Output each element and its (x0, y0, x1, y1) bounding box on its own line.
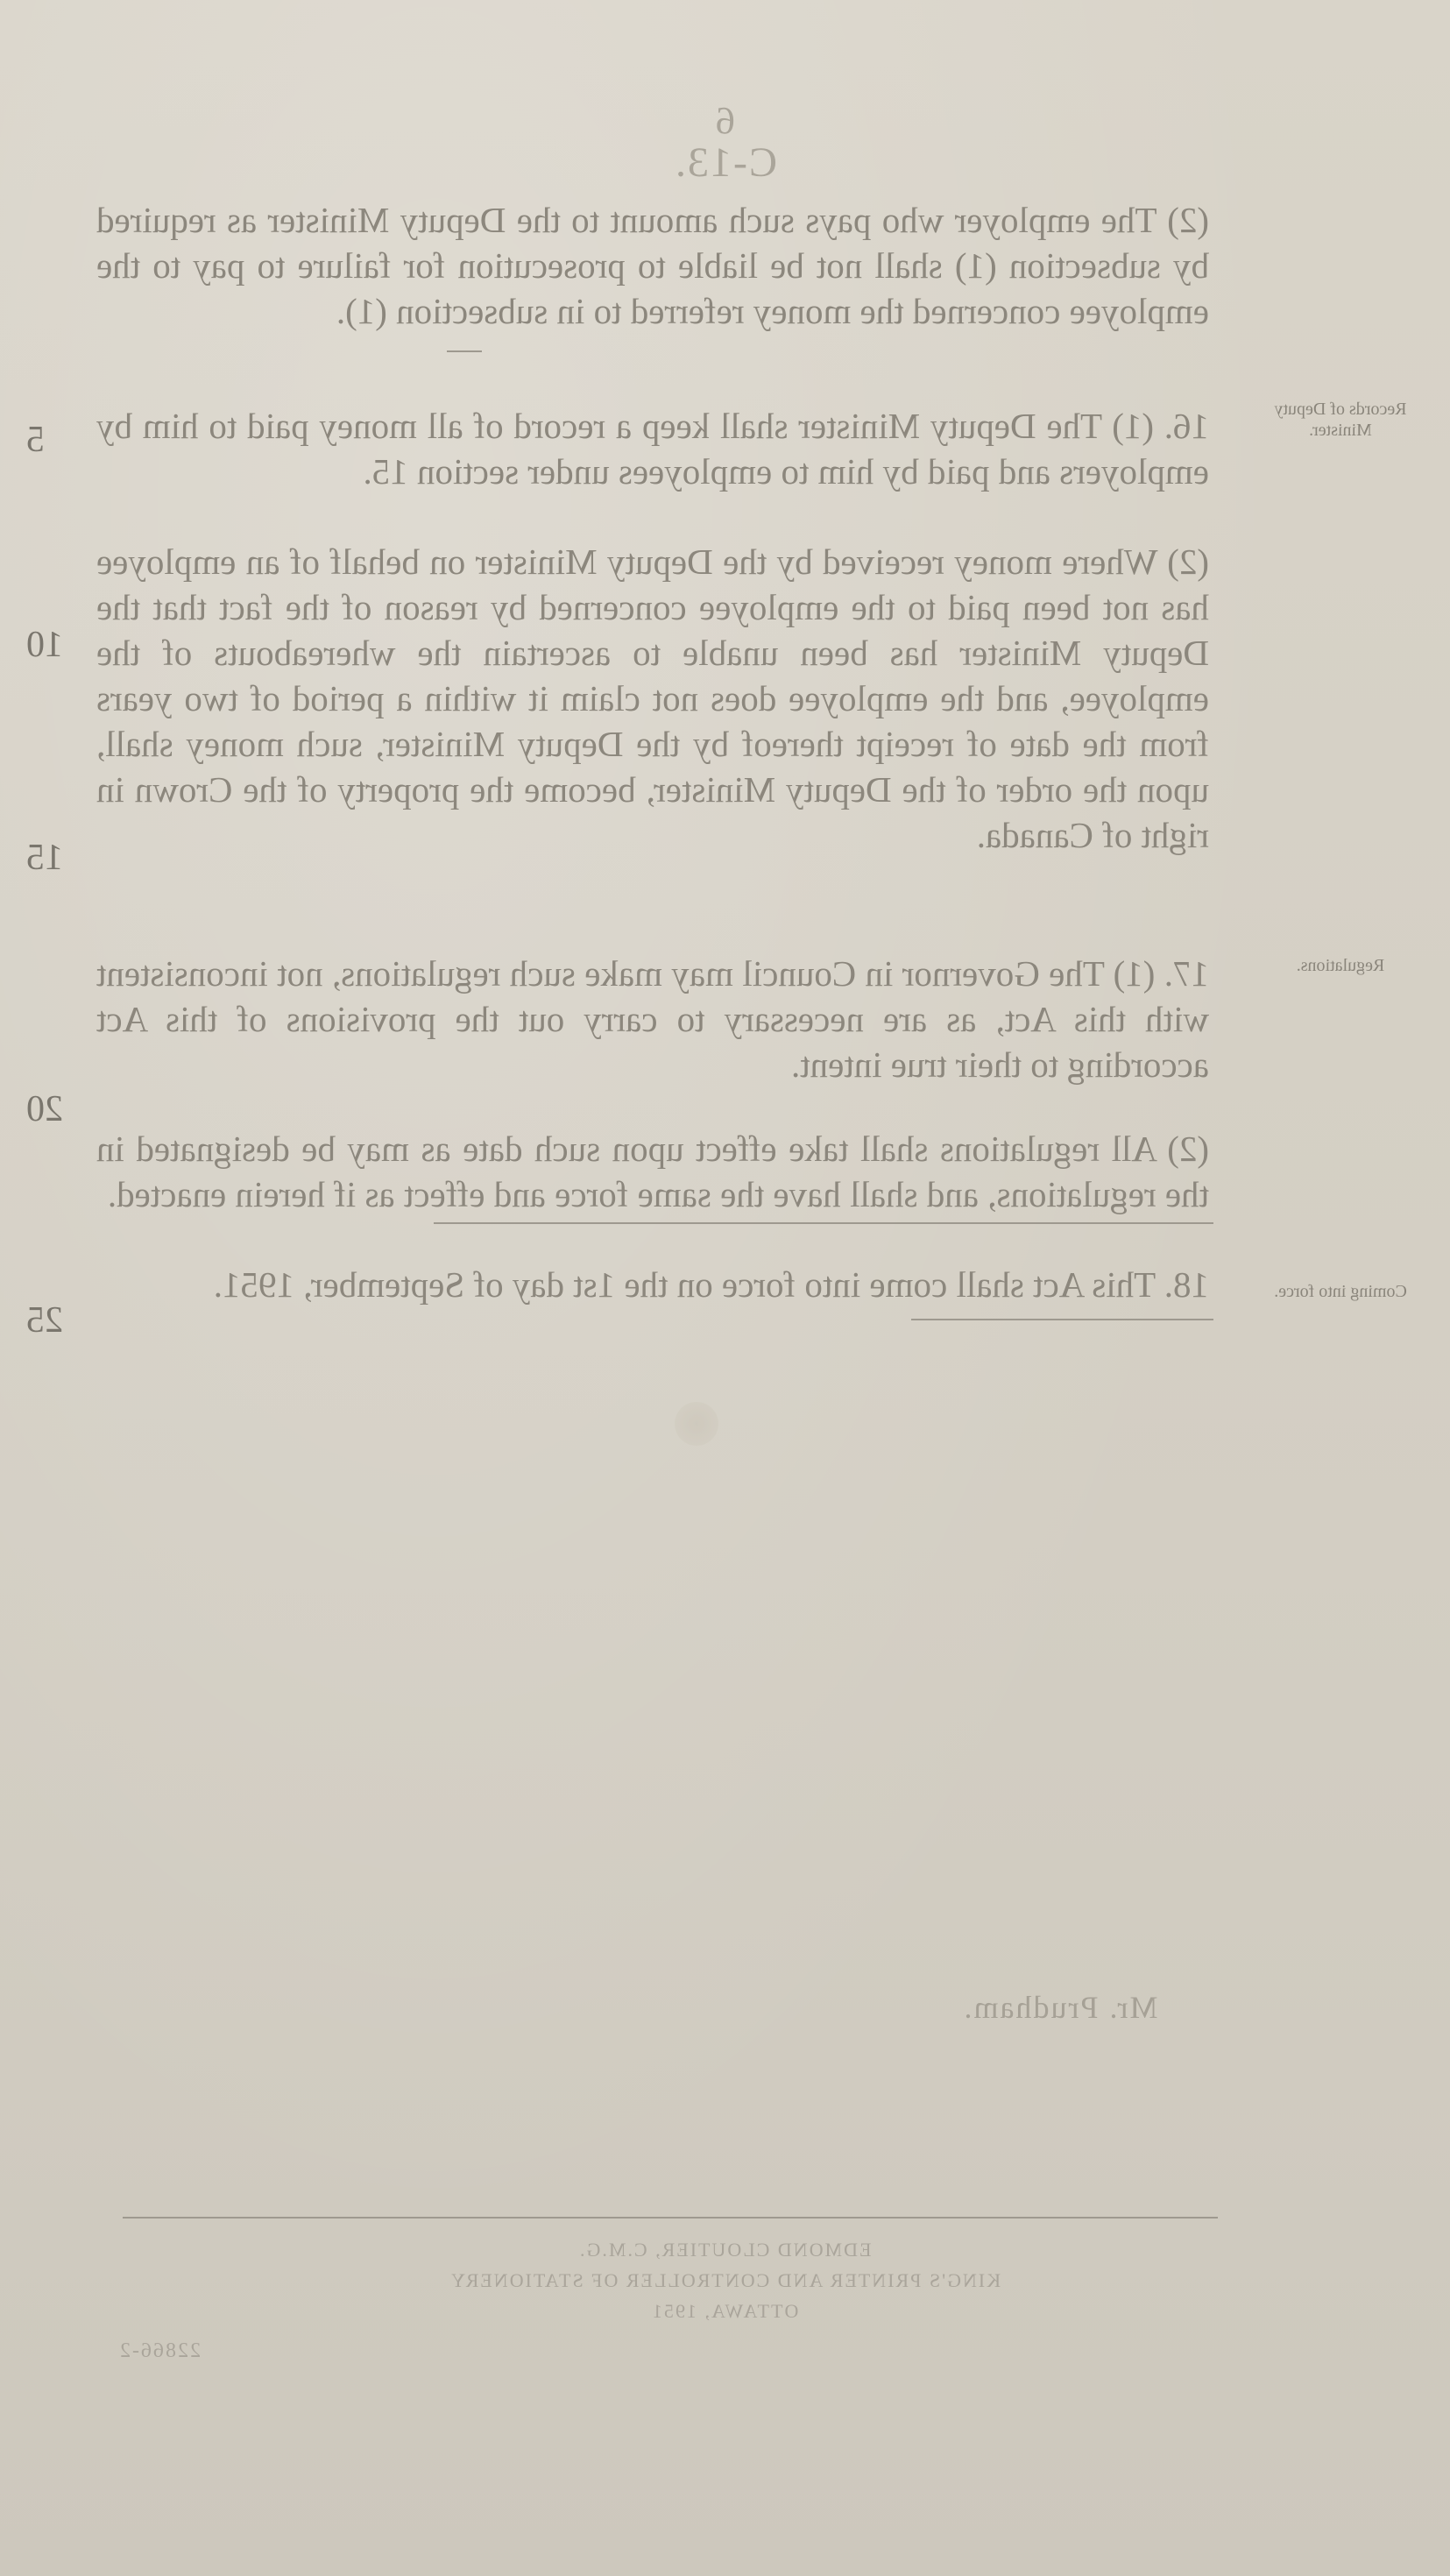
page-number: 6 (715, 99, 735, 142)
line-number-15: 15 (26, 838, 63, 878)
sponsor-signature: Mr. Prudham. (962, 1990, 1158, 2025)
paragraph-16-1: 16. (1) The Deputy Minister shall keep a record of all money paid to him by employers and paid by him to employees under section 15. (96, 406, 1209, 492)
end-rule (447, 350, 482, 352)
bill-number: C-13. (673, 139, 777, 186)
paragraph-15-2: (2) The employer who pays such amount to the Deputy Minister as required by subsection (1) shall not be liable to prosecution for failure to pay to the employee concerned the money referred to in subsection (1). (96, 200, 1209, 331)
end-rule (434, 1222, 1213, 1224)
line-number-20: 20 (26, 1089, 63, 1129)
seal-mark (675, 1402, 718, 1446)
margin-note-records: Records of Deputy Minister. (1274, 400, 1407, 440)
printer-title: KING'S PRINTER AND CONTROLLER OF STATIONERY (449, 2269, 1001, 2291)
margin-note-coming-into-force: Coming into force. (1274, 1282, 1407, 1301)
print-code: 22866-2 (118, 2339, 201, 2362)
line-number-10: 10 (26, 625, 63, 665)
footer-rule (123, 2217, 1218, 2219)
end-rule (911, 1319, 1213, 1320)
printer-name: EDMOND CLOUTIER, C.M.G. (578, 2239, 872, 2261)
line-number-25: 25 (26, 1300, 63, 1341)
paragraph-18: 18. This Act shall come into force on the 1st day of September, 1951. (213, 1264, 1209, 1305)
margin-note-regulations: Regulations. (1296, 956, 1385, 975)
line-number-5: 5 (26, 420, 45, 460)
printer-place: OTTAWA, 1951 (651, 2300, 799, 2322)
paragraph-16-2: (2) Where money received by the Deputy Minister on behalf of an employee has not been paid to the employee concerned by reason of the fact that the Deputy Minister has been unable to ascertain the whereabouts of the employee, and the employee does not claim it within a period of two years from the date of receipt thereof by the Deputy Minister, such money shall, upon the order of the Deputy Minister, become the property of the Crown in right of Canada. (96, 541, 1209, 855)
paragraph-17-2: (2) All regulations shall take effect upon such date as may be designated in the regulations, and shall have the same force and effect as if herein enacted. (96, 1129, 1209, 1214)
paragraph-17-1: 17. (1) The Governor in Council may make such regulations, not inconsistent with this Act, as are necessary to carry out the provisions of this Act according to their true intent. (96, 953, 1209, 1085)
